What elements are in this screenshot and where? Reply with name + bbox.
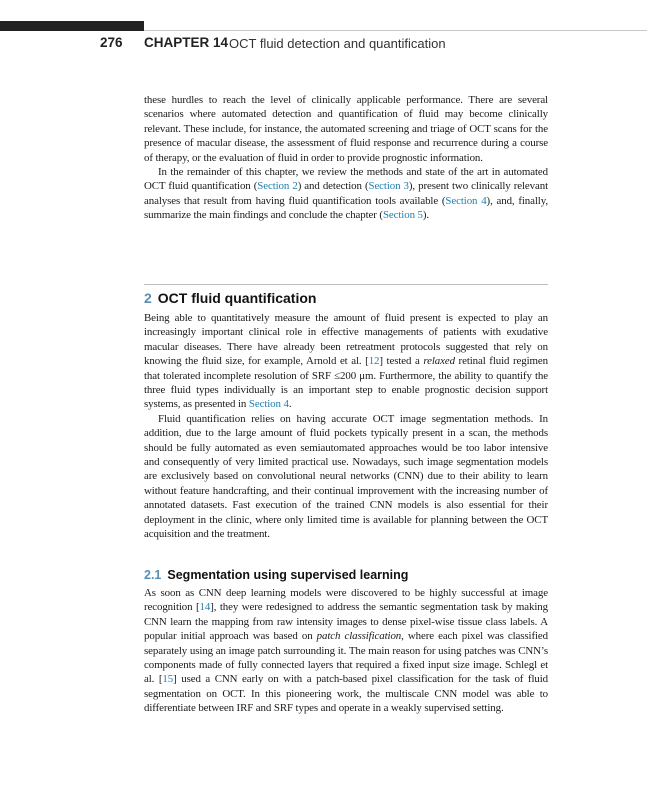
text-run: ), and, finally, summarize the main findings and conclude the chapter ( bbox=[144, 194, 548, 222]
text-run: ) and detection ( bbox=[297, 180, 369, 193]
link-section-2[interactable]: Section 2 bbox=[257, 180, 298, 193]
intro-paragraph-1: these hurdles to reach the level of clinically applicable performance. There are several scenarios where automated detection and quantification of fluid may become clinically relevant. These include, for instance, the automated screening and triage of OCT scans for the presence of macular disease, the assessment of fluid response and recurrence during a course of therapy, or the evaluation of fluid in order to provide prognostic information. bbox=[144, 94, 548, 164]
text-run: As soon as CNN deep learning models were discovered to be highly successful at image recognition [ bbox=[144, 587, 548, 614]
text-run: ], they were redesigned to address the semantic segmentation task by making CNN learn the mapping from raw intensity images to dense pixel-wise tissue class labels. A popular initial approach was based on bbox=[144, 601, 548, 643]
link-section-5[interactable]: Section 5 bbox=[382, 209, 423, 222]
text-run: , where each pixel was classified separately using an image patch surrounding it. The main reason for using patches was CNN’s components made of fully connected layers that required a fixed input size image. Schlegl et al. [ bbox=[144, 630, 548, 686]
ref-14[interactable]: 14 bbox=[199, 601, 211, 614]
text-run: retinal fluid regimen that tolerated incomplete resolution of SRF ≤200 μm. Furthermore, the ability to quantify the three fluid types individually is an important step to enable prognostic decision support systems, as presented in bbox=[144, 355, 548, 411]
section-number: 2 bbox=[144, 290, 152, 306]
link-section-4[interactable]: Section 4 bbox=[445, 194, 487, 207]
section-2-heading bbox=[144, 290, 316, 306]
intro-paragraph-2 bbox=[144, 165, 548, 223]
text-run: ] tested a bbox=[379, 355, 424, 368]
emphasis: patch classification bbox=[316, 630, 402, 643]
header-bar bbox=[0, 21, 144, 31]
text-run: ), present two clinically relevant analyses that result from having fluid quantification tools available ( bbox=[144, 180, 549, 207]
text-run: Being able to quantitatively measure the amount of fluid present is expected to play an increasingly important clinical role in effective managements of patients with exudative macular diseases. There have already been retreatment protocols suggested that rely on knowing the fluid size, for example, Arnold et al. [ bbox=[144, 312, 548, 368]
intro-text bbox=[144, 93, 548, 223]
section-2-1-paragraph-1 bbox=[144, 586, 548, 716]
section-title: Segmentation using supervised learning bbox=[167, 568, 409, 582]
link-section-4[interactable]: Section 4 bbox=[248, 398, 289, 411]
section-2-1-heading bbox=[144, 568, 408, 582]
link-section-3[interactable]: Section 3 bbox=[368, 180, 409, 193]
ref-12[interactable]: 12 bbox=[368, 355, 380, 368]
chapter-title: OCT fluid detection and quantification bbox=[229, 36, 446, 51]
text-run: In the remainder of this chapter, we review the methods and state of the art in automated OCT fluid quantification ( bbox=[144, 166, 548, 193]
text-run: ). bbox=[422, 209, 430, 222]
header-rule bbox=[144, 30, 647, 31]
text-run: ] used a CNN early on with a patch-based pixel classification for the task of fluid segmentation on OCT. In this pioneering work, the multiscale CNN model was able to differentiate between IRF and SRF types and operate in a weakly supervised setting. bbox=[144, 673, 548, 715]
section-2-paragraph-1 bbox=[144, 311, 548, 412]
chapter-label: CHAPTER 14 bbox=[144, 35, 229, 50]
section-2-text bbox=[144, 311, 548, 542]
emphasis: relaxed bbox=[423, 355, 455, 368]
ref-15[interactable]: 15 bbox=[162, 673, 174, 686]
section-number: 2.1 bbox=[144, 568, 162, 582]
section-2-1-text bbox=[144, 586, 548, 716]
text-run: . bbox=[288, 398, 292, 411]
section-title: OCT fluid quantification bbox=[157, 290, 317, 306]
page-number: 276 bbox=[100, 35, 123, 50]
section-2-paragraph-2: Fluid quantification relies on having accurate OCT image segmentation methods. In addition, due to the large amount of fluid pockets typically present in a scan, the methods should be fully automated as even semiautomated approaches would be too labor intensive and consequently of very limited practical use. Nowadays, such image segmentation models are exclusively based on convolutional neural networks (CNN) due to their ability to learn without feature handcrafting, and their continual improvement with the increasing number of annotated datasets. Fast execution of the trained CNN models is also essential for their deployment in the clinic, where only limited time is available for planning between the OCT acquisition and the treatment. bbox=[144, 412, 548, 541]
section-divider bbox=[144, 284, 548, 285]
